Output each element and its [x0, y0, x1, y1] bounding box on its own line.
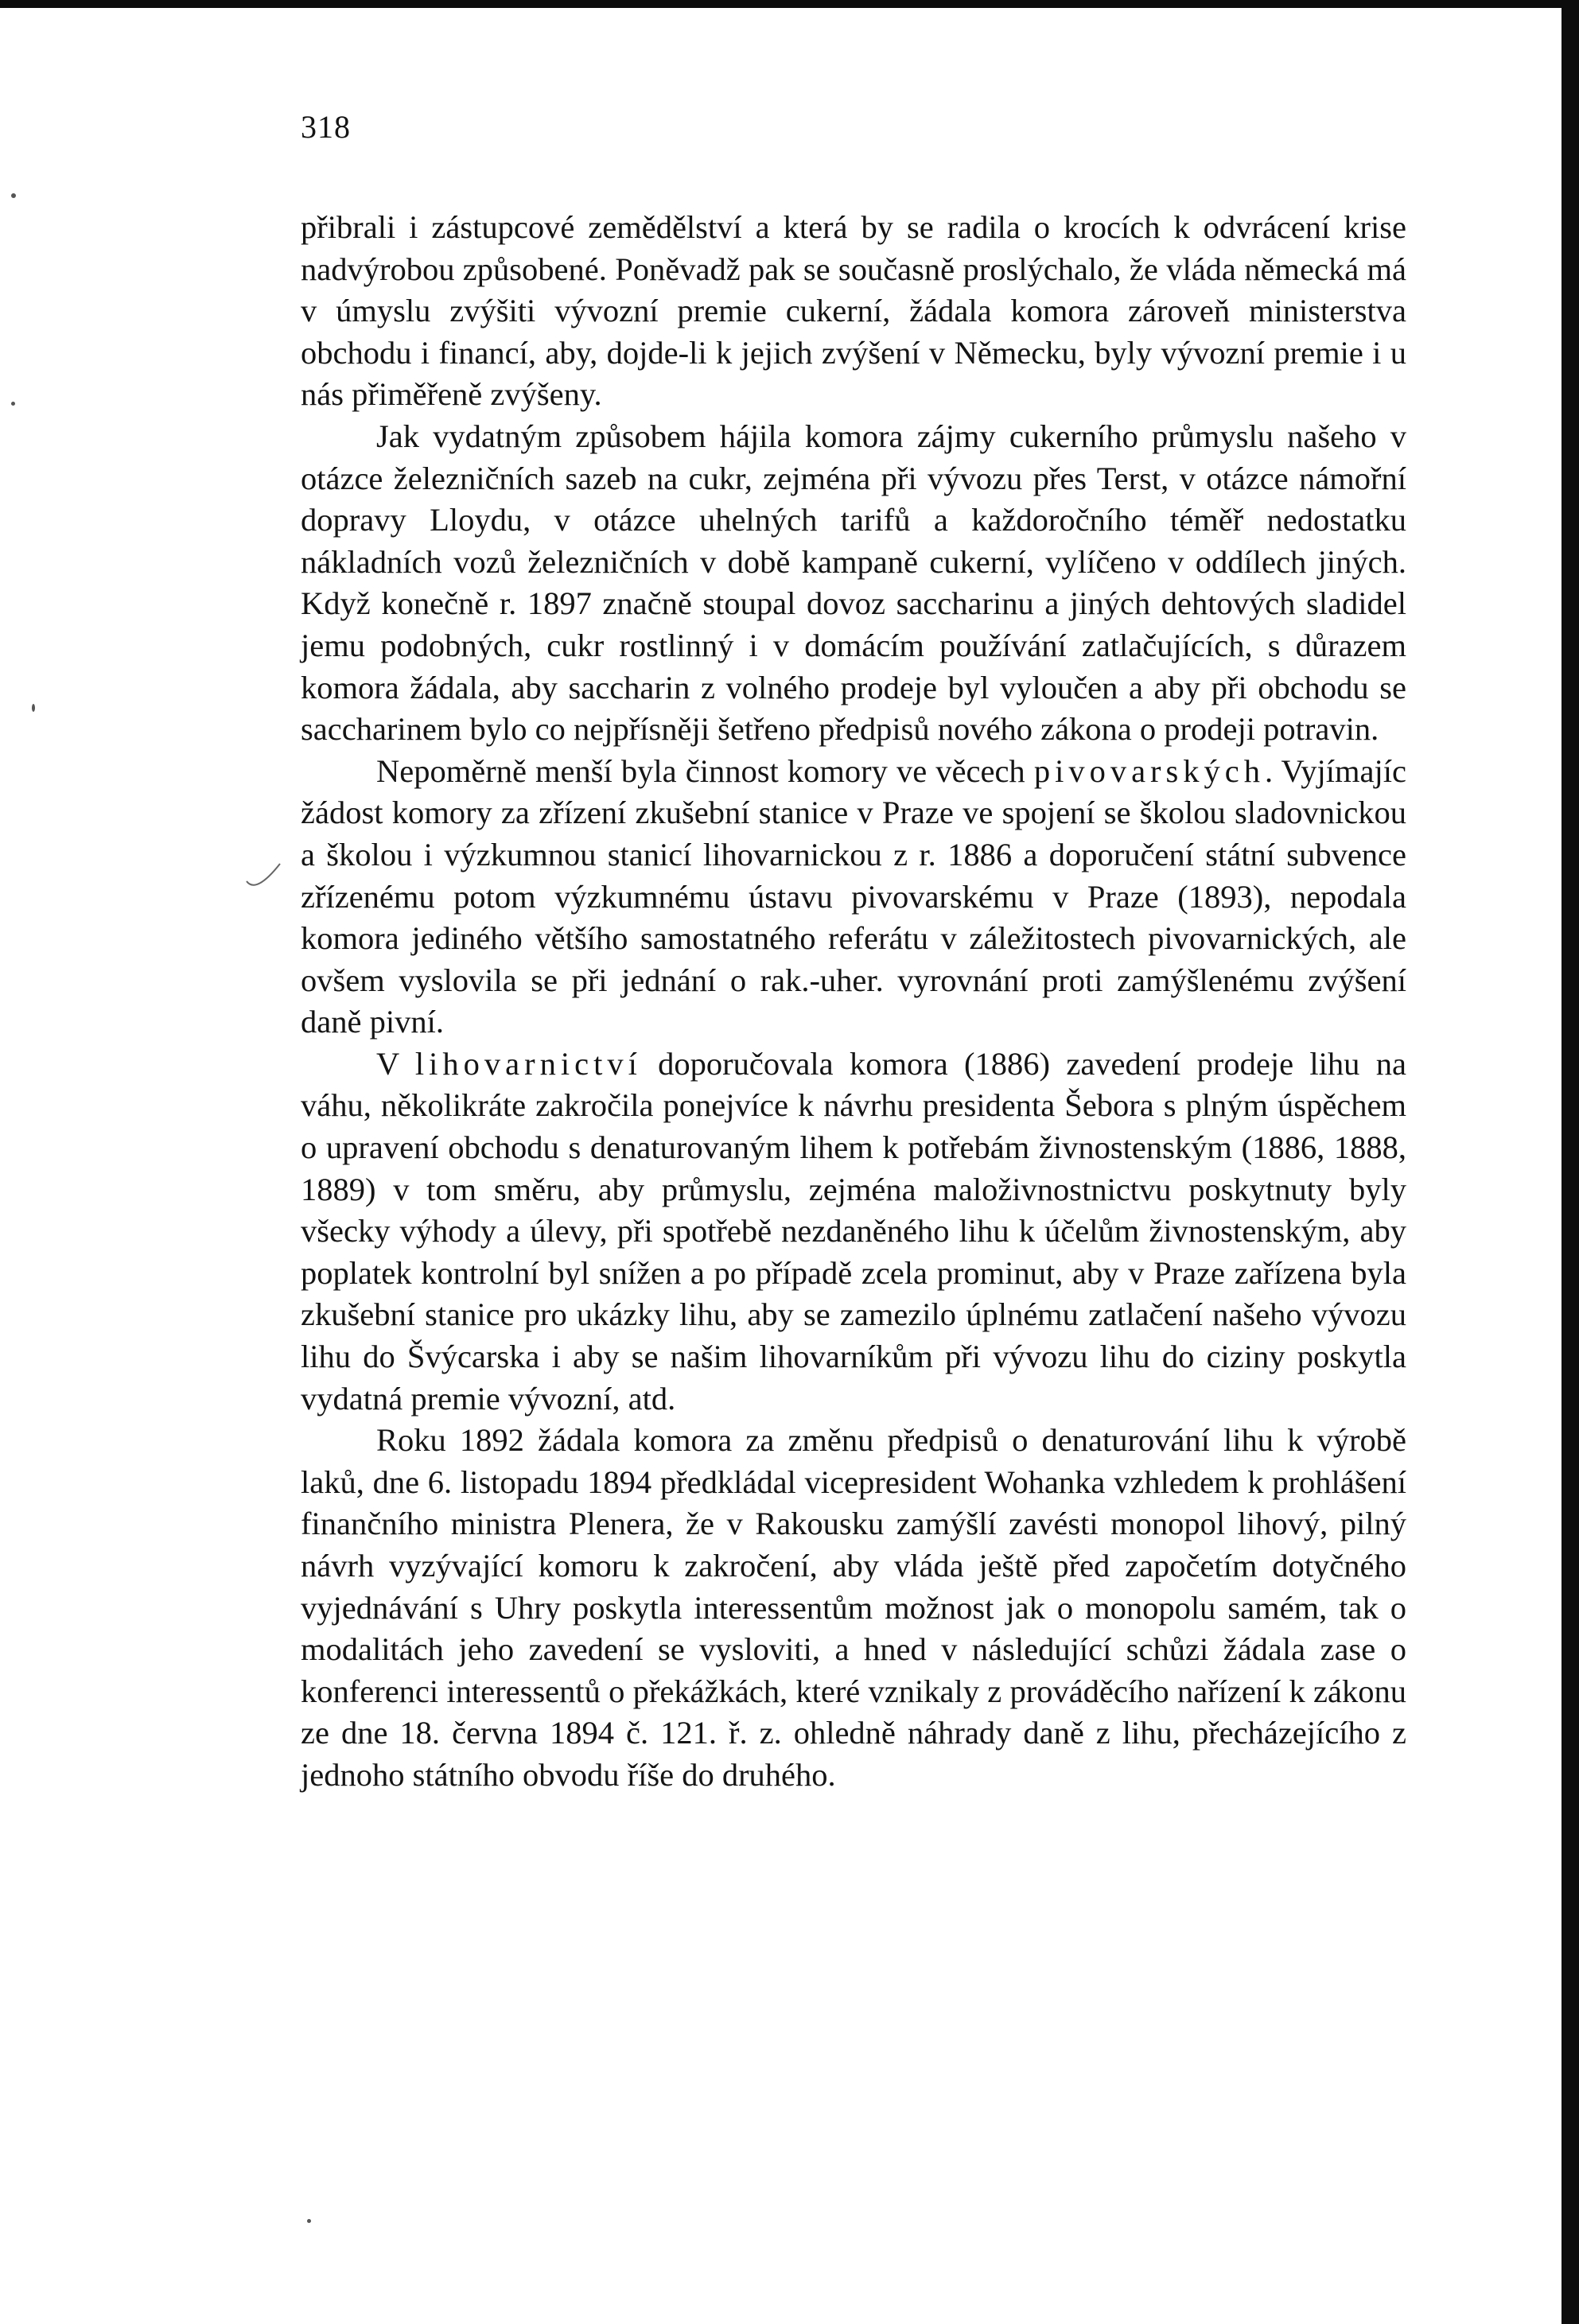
body-text	[301, 207, 1406, 1797]
page-number: 318	[301, 109, 351, 145]
spaced-emphasis: lihovarnictví	[414, 1045, 642, 1082]
text-run: . Vyjímajíc žádost komory za zřízení zkušební stanice v Praze ve spojení se školou sladovnickou a školou i výzkumnou stanicí lihovarnickou z r. 1886 a doporučení státní subvence zřízenému potom výzkumnému ústavu pivovarskému v Praze (1893), nepodala komora jediného většího samostatného referátu v záležitostech pivovarnických, ale ovšem vyslovila se při jednání o rak.-uher. vyrovnání proti zamýšlenému zvýšení daně pivní.	[301, 752, 1406, 1040]
book-page	[301, 111, 1406, 1797]
scan-speck	[307, 2219, 311, 2223]
scan-border-right	[1561, 0, 1579, 2324]
scan-speck	[11, 193, 16, 198]
pencil-mark	[245, 857, 283, 896]
text-run: doporučovala komora (1886) zavedení prodeje lihu na váhu, několikráte zakročila ponejvíce k návrhu presidenta Šebora s plným úspěchem o upravení obchodu s denaturovaným lihem k potřebám živnostenským (1886, 1888, 1889) v tom směru, aby průmyslu, zejména maloživnostnictvu poskytnuty byly všecky výhody a úlevy, při spotřebě nezdaněného lihu k účelům živnostenským, aby poplatek kontrolní byl snížen a po případě zcela prominut, aby v Praze zařízena byla zkušební stanice pro ukázky lihu, aby se zamezilo úplnému zatlačení našeho vývozu lihu do Švýcarska i aby se našim lihovarníkům při vývozu lihu do ciziny poskytla vydatná premie vývozní, atd.	[301, 1045, 1406, 1417]
text-run: Roku 1892 žádala komora za změnu předpisů o denaturování lihu k výrobě laků, dne 6. listopadu 1894 předkládal vicepresident Wohanka vzhledem k prohlášení finančního ministra Plenera, že v Rakousku zamýšlí zavésti monopol lihový, pilný návrh vyzývající komoru k zakročení, aby vláda ještě před započetím dotyčného vyjednávání s Uhry poskytla interessentům možnost jak o monopolu samém, tak o modalitách jeho zavedení se vysloviti, a hned v následující schůzi žádala zase o konferenci interessentů o překážkách, které vznikaly z prováděcího nařízení k zákonu ze dne 18. června 1894 č. 121. ř. z. ohledně náhrady daně z lihu, přecházejícího z jednoho státního obvodu říše do druhého.	[301, 1422, 1406, 1793]
text-run: Jak vydatným způsobem hájila komora zájmy cukerního průmyslu našeho v otázce železničních sazeb na cukr, zejména při vývozu přes Terst, v otázce námořní dopravy Lloydu, v otázce uhelných tarifů a každoročního téměř nedostatku nákladních vozů železničních v době kampaně cukerní, vylíčeno v oddílech jiných. Když konečně r. 1897 značně stoupal dovoz saccharinu a jiných dehtových sladidel jemu podobných, cukr rostlinný i v domácím používání zatlačujících, s důrazem komora žádala, aby saccharin z volného prodeje byl vyloučen a aby při obchodu se saccharinem bylo co nejpřísněji šetřeno předpisů nového zákona o prodeji potravin.	[301, 418, 1406, 748]
paragraph	[301, 1420, 1406, 1796]
text-run: V	[376, 1045, 415, 1082]
text-run: Nepoměrně menší byla činnost komory ve věcech	[376, 752, 1034, 789]
scan-border-top	[0, 0, 1579, 8]
paragraph	[301, 751, 1406, 1043]
paragraph	[301, 416, 1406, 751]
scan-speck	[11, 402, 15, 406]
scan-speck	[32, 704, 35, 712]
paragraph	[301, 1043, 1406, 1420]
spaced-emphasis: pivovarských	[1033, 752, 1266, 789]
paragraph	[301, 207, 1406, 416]
text-run: přibrali i zástupcové zemědělství a která by se radila o krocích k odvrácení krise nadvýrobou způsobené. Poněvadž pak se současně proslýchalo, že vláda německá má v úmyslu zvýšiti vývozní premie cukerní, žádala komora zároveň ministerstva obchodu i financí, aby, dojde-li k jejich zvýšení v Německu, byly vývozní premie i u nás přiměřeně zvýšeny.	[301, 209, 1406, 413]
